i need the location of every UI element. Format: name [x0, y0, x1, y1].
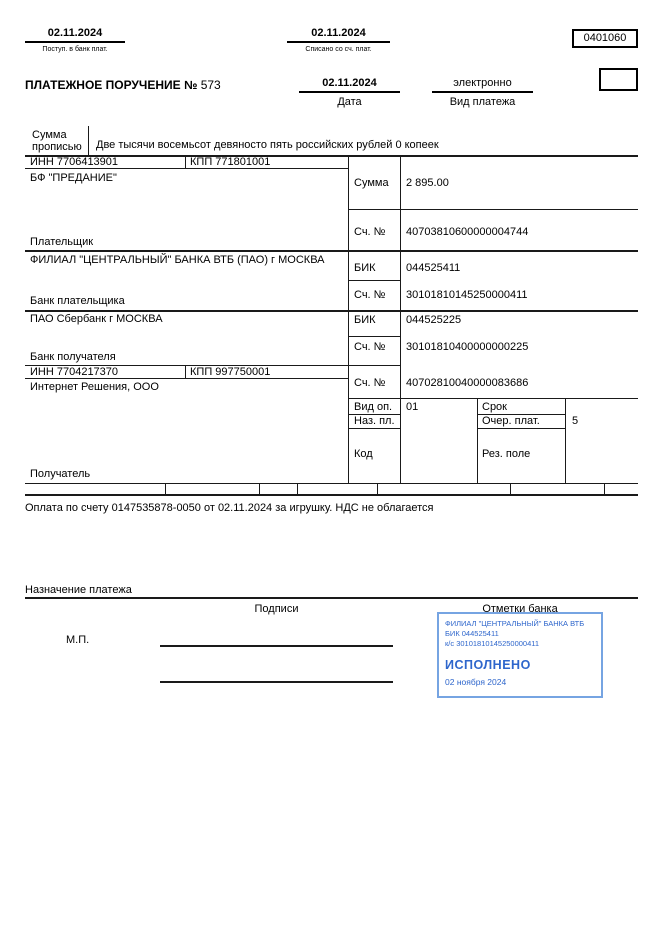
stamp-date: 02 ноября 2024: [445, 677, 507, 687]
table-line: [25, 597, 638, 599]
operation-type-value: 01: [406, 401, 419, 413]
document-title: [25, 79, 221, 91]
payment-purpose-label: Назначение платежа: [25, 584, 132, 596]
table-line: [348, 428, 400, 429]
payment-kind: электронно: [453, 77, 512, 89]
stamp-status: ИСПОЛНЕНО: [445, 658, 531, 672]
code-label: Код: [354, 448, 373, 460]
received-date-caption: Поступ. в банк плат.: [42, 46, 108, 53]
payee-bank-name: ПАО Сбербанк г МОСКВА: [30, 313, 163, 325]
payer-name: БФ "ПРЕДАНИЕ": [30, 172, 117, 184]
table-line: [348, 209, 638, 210]
operation-type-label: Вид оп.: [354, 401, 393, 413]
payee-account: 40702810040000083686: [406, 377, 529, 389]
table-line: [25, 378, 348, 379]
reserve-field-label: Рез. поле: [482, 448, 531, 460]
payer-bank-label: Банк плательщика: [30, 295, 125, 307]
table-line: [477, 428, 565, 429]
table-line: [377, 483, 378, 494]
stamp-corr-account: к/с 30101810145250000411: [445, 639, 540, 648]
table-line: [185, 155, 186, 168]
table-line: [565, 398, 566, 483]
status-box-empty: [599, 68, 638, 91]
stamp-bank-name: ФИЛИАЛ "ЦЕНТРАЛЬНЫЙ" БАНКА ВТБ: [445, 619, 585, 628]
debited-date: 02.11.2024: [311, 27, 366, 39]
payee-bank-bik: 044525225: [406, 314, 462, 326]
payer-inn: ИНН 7706413901: [30, 156, 119, 168]
doc-date-caption: Дата: [337, 96, 362, 108]
payee-kpp: КПП 997750001: [190, 366, 271, 378]
table-line: [259, 483, 260, 494]
sum-label: Сумма: [354, 177, 389, 189]
table-line: [185, 365, 186, 378]
payee-label: Получатель: [30, 468, 91, 480]
table-line: [348, 280, 400, 281]
payer-bank-account-label: Сч. №: [354, 289, 386, 301]
table-line: [165, 483, 166, 494]
stamp-place-label: М.П.: [66, 634, 90, 646]
payee-bank-label: Банк получателя: [30, 351, 116, 363]
form-code: 0401060: [583, 32, 627, 44]
payee-name: Интернет Решения, ООО: [30, 381, 159, 393]
payer-label: Плательщик: [30, 236, 94, 248]
received-date: 02.11.2024: [47, 27, 103, 39]
sum-value: 2 895.00: [406, 177, 449, 189]
payer-bank-name: ФИЛИАЛ "ЦЕНТРАЛЬНЫЙ" БАНКА ВТБ (ПАО) г МОСКВА: [30, 254, 325, 266]
payer-bank-bik: 044525411: [406, 262, 461, 274]
priority-value: 5: [572, 415, 579, 427]
table-line: [348, 398, 638, 399]
payer-bank-bik-label: БИК: [354, 262, 376, 274]
priority-label: Очер. плат.: [482, 415, 540, 427]
form-code-box: [572, 29, 638, 48]
bank-marks-label: Отметки банка: [482, 603, 558, 615]
payer-account-label: Сч. №: [354, 226, 386, 238]
stamp-bik: БИК 044525411: [445, 629, 499, 638]
payee-bank-bik-label: БИК: [354, 314, 376, 326]
purpose-code-label: Наз. пл.: [354, 415, 395, 427]
signature-line: [160, 681, 393, 683]
signature-line: [160, 645, 393, 647]
table-line: [25, 310, 638, 312]
term-label: Срок: [482, 401, 507, 413]
payee-inn: ИНН 7704217370: [30, 366, 119, 378]
debited-date-field: [287, 27, 390, 43]
amount-words-value: Две тысячи восемьсот девяносто пять российских рублей 0 копеек: [96, 139, 439, 151]
title-text: ПЛАТЕЖНОЕ ПОРУЧЕНИЕ №: [25, 78, 198, 92]
table-line: [604, 483, 605, 494]
document-number: 573: [200, 78, 221, 92]
doc-date-field: [299, 77, 400, 93]
table-line: [25, 168, 348, 169]
payee-account-label: Сч. №: [354, 377, 386, 389]
payee-bank-account-label: Сч. №: [354, 341, 386, 353]
table-line: [297, 483, 298, 494]
payee-bank-account: 30101810400000000225: [406, 341, 529, 353]
payer-bank-account: 30101810145250000411: [406, 289, 528, 301]
table-line: [510, 483, 511, 494]
table-line: [88, 126, 89, 155]
bank-stamp: [437, 612, 603, 698]
signatures-label: Подписи: [254, 603, 299, 615]
amount-words-label: Сумма прописью: [32, 129, 82, 153]
payment-kind-caption: Вид платежа: [449, 96, 516, 108]
table-line: [25, 483, 638, 484]
payer-account: 40703810600000004744: [406, 226, 529, 238]
table-line: [477, 398, 478, 483]
debited-date-caption: Списано со сч. плат.: [305, 46, 372, 53]
table-line: [25, 250, 638, 252]
doc-date: 02.11.2024: [322, 77, 377, 89]
table-line: [348, 155, 349, 483]
table-line: [25, 494, 638, 496]
table-line: [400, 155, 401, 483]
received-date-field: [25, 27, 125, 43]
payer-kpp: КПП 771801001: [190, 156, 271, 168]
payment-kind-field: [432, 77, 533, 93]
table-line: [348, 336, 400, 337]
payment-purpose-text: Оплата по счету 0147535878-0050 от 02.11.2024 за игрушку. НДС не облагается: [25, 502, 434, 514]
